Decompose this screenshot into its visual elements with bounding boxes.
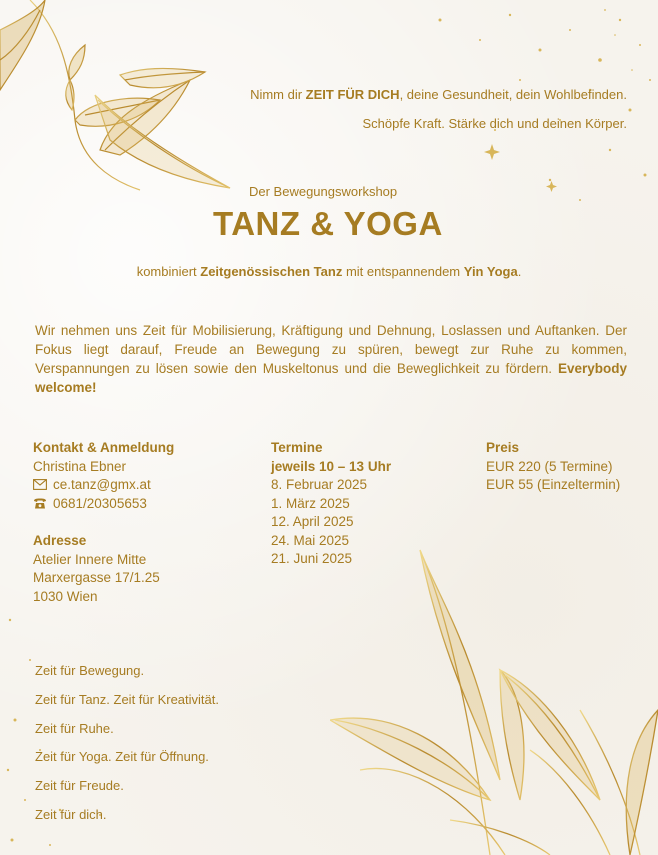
date-item: 24. Mai 2025 [271, 532, 350, 548]
contact-email-row [33, 476, 174, 495]
gold-sparkles-top-right [420, 0, 658, 220]
address-line: Atelier Innere Mitte [33, 551, 147, 567]
date-item: 1. März 2025 [271, 495, 350, 511]
contact-heading: Kontakt & Anmeldung [33, 440, 175, 455]
address-heading: Adresse [33, 533, 87, 548]
subtitle: kombiniert Zeitgenössischen Tanz mit entspannendem Yin Yoga. [136, 264, 522, 279]
date-item: 12. April 2025 [271, 514, 354, 529]
description: Wir nehmen uns Zeit für Mobilisierung, Kräftigung und Dehnung, Loslassen und Auftanken. Der Fokus liegt darauf, Freude an Bewegung zu spüren, bewegt zur Ruhe zu kommen, Verspannungen zu lösen sowie den Muskeltonus und die Beweglichkeit zu fördern. Everybody welcome! [35, 323, 627, 395]
contact-email[interactable]: ce.tanz@gmx.at [53, 477, 151, 492]
intro-line-1: Nimm dir ZEIT FÜR DICH, deine Gesundheit, dein Wohlbefinden. [250, 87, 627, 102]
contact-phone[interactable]: 0681/20305653 [53, 495, 147, 511]
address-line: Marxergasse 17/1.25 [33, 570, 160, 585]
dates-section [271, 439, 391, 569]
kicker: Der Bewegungsworkshop [249, 184, 398, 199]
gold-leaves-top-left [0, 0, 250, 200]
price-heading: Preis [486, 440, 520, 455]
date-item: 21. Juni 2025 [271, 551, 353, 566]
closing-line: Zeit für Ruhe. [35, 720, 114, 736]
envelope-icon [33, 476, 47, 495]
closing-line: Zeit für Yoga. Zeit für Öffnung. [35, 749, 209, 765]
closing-line: Zeit für Tanz. Zeit für Kreativität. [35, 691, 219, 707]
gold-leaves-bottom-right [330, 540, 658, 855]
closing-line: Zeit für Freude. [35, 778, 124, 794]
price-item: EUR 55 (Einzeltermin) [486, 477, 621, 492]
closing-line: Zeit für Bewegung. [35, 663, 145, 678]
price-item: EUR 220 (5 Termine) [486, 458, 613, 474]
closing-line: Zeit für dich. [35, 806, 107, 822]
page-title: TANZ & YOGA [213, 205, 443, 242]
contact-name: Christina Ebner [33, 458, 127, 474]
address-line: 1030 Wien [33, 588, 98, 604]
telephone-icon [33, 495, 47, 514]
contact-section [33, 439, 174, 513]
dates-heading: Termine [271, 440, 323, 455]
date-item: 8. Februar 2025 [271, 477, 368, 492]
contact-phone-row [33, 495, 174, 514]
dates-time: jeweils 10 – 13 Uhr [271, 458, 392, 474]
intro-line-2: Schöpfe Kraft. Stärke dich und deinen Körper. [362, 116, 627, 131]
closing-lines [35, 657, 219, 830]
price-section [486, 439, 620, 495]
address-section [33, 532, 160, 606]
